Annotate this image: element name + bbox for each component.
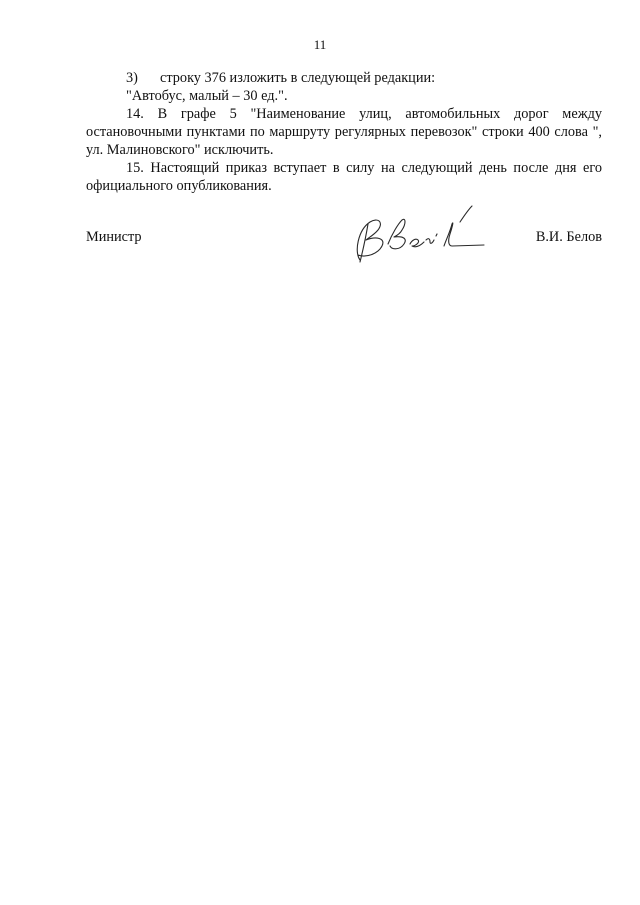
paragraph-item-number: 3) (126, 70, 138, 86)
signature-block (86, 200, 602, 270)
handwritten-signature-icon (348, 200, 498, 266)
paragraph-14: 14. В графе 5 "Наименование улиц, автомобильных дорог между остановочными пунктами по маршруту регулярных перевозок" строки 400 слова ", ул. Малиновского" исключить. (86, 106, 602, 158)
signer-name: В.И. Белов (535, 229, 602, 245)
document-body (86, 69, 602, 195)
paragraph-item-text: строку 376 изложить в следующей редакции: (160, 70, 436, 86)
paragraph-quote: "Автобус, малый – 30 ед.". (126, 88, 288, 104)
signer-title: Министр (86, 229, 142, 245)
paragraph-15: 15. Настоящий приказ вступает в силу на следующий день после дня его официального опубликования. (86, 160, 602, 194)
paragraph-item-3 (86, 69, 602, 87)
page-number: 11 (313, 37, 327, 52)
